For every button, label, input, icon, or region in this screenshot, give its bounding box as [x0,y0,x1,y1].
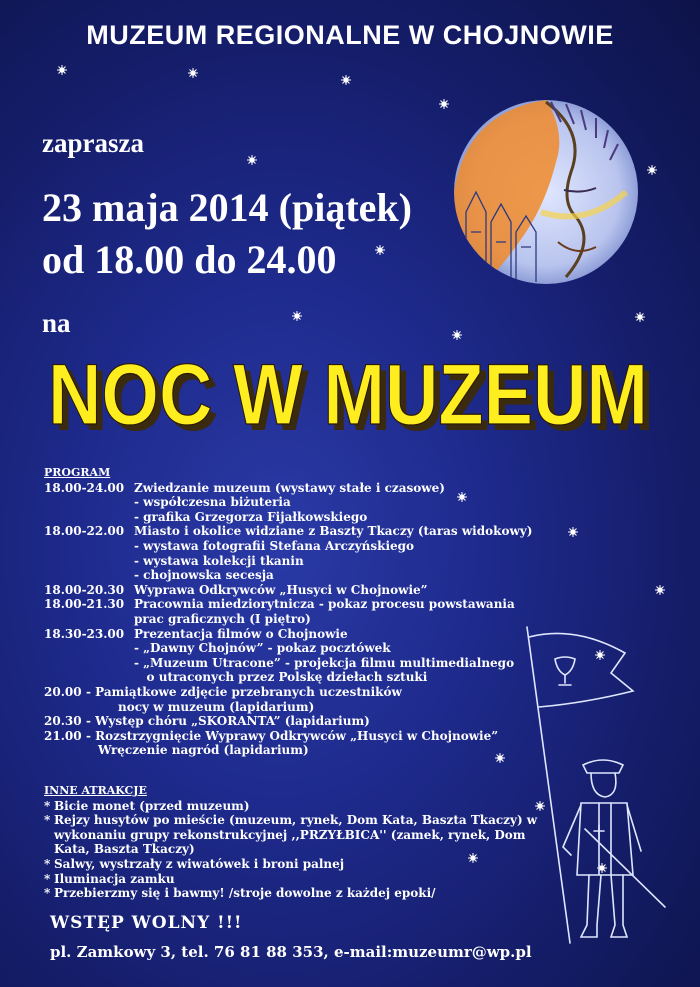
other-attractions-section [44,784,564,901]
bullet-marker: * [44,871,51,886]
program-time: 18.00-21.30 [44,597,125,612]
program-subitem: o utraconych przez Polskę dziełach sztuki [134,670,428,685]
star-icon [375,245,385,255]
star-icon [568,527,578,537]
program-title: - Występ chóru „SKORANTA” (lapidarium) [86,714,370,729]
star-icon [247,155,257,165]
program-time: 18.00-20.30 [44,582,125,597]
invite-text: zaprasza [42,128,144,158]
attraction-item [44,857,564,872]
bullet-marker: * [44,813,51,828]
program-time: 21.00 [44,728,82,743]
moon-face-illustration [446,92,646,292]
program-entry [44,583,544,598]
admission-text: WSTĘP WOLNY !!! [50,913,243,933]
event-title: NOC W MUZEUM [48,352,648,442]
event-date: 23 maja 2014 (piątek) [42,185,412,230]
attractions-list [44,799,564,901]
program-time: 18.00-24.00 [44,480,125,495]
star-icon [635,312,645,322]
program-list [44,481,544,758]
bullet-marker: * [44,856,51,871]
attraction-item [44,799,564,814]
program-section [44,466,544,758]
attraction-item [44,813,564,857]
program-subitem: nocy w muzeum (lapidarium) [118,699,315,714]
contact-info: pl. Zamkowy 3, tel. 76 81 88 353, e-mail:muzeumr@wp.pl [50,943,532,961]
program-entry [44,714,544,729]
program-subitem: - „Dawny Chojnów” - pokaz pocztówek [134,641,391,656]
program-time: 20.00 [44,684,82,699]
program-title: - Rozstrzygnięcie Wyprawy Odkrywców „Husyci w Chojnowie” [86,728,499,743]
on-text: na [42,308,71,338]
program-title: Prezentacja filmów o Chojnowie [134,626,348,641]
program-title: Wyprawa Odkrywców „Husyci w Chojnowie” [134,582,428,597]
program-subitem: prac graficznych (I piętro) [134,611,311,626]
attraction-text: Rejzy husytów po mieście (muzeum, rynek, Dom Kata, Baszta Tkaczy) w wykonaniu grupy rekonstrukcyjnej ,,PRZYŁBICA'' (zamek, rynek, Dom Kata, Baszta Tkaczy) [54,813,538,857]
star-icon [452,330,462,340]
program-title: Miasto i okolice widziane z Baszty Tkaczy (taras widokowy) [134,524,533,539]
program-entry [44,685,544,700]
program-subitem: - „Muzeum Utracone” - projekcja filmu multimedialnego [134,655,515,670]
program-subitem: - współczesna biżuteria [134,495,291,510]
program-entry [44,597,544,612]
program-entry [44,729,544,744]
bullet-marker: * [44,886,51,901]
program-time: 20.30 [44,714,82,729]
other-attractions-heading: INNE ATRAKCJE [44,784,147,797]
program-entry [44,481,544,496]
program-entry [44,627,544,642]
bullet-marker: * [44,798,51,813]
program-title: Pracownia miedziorytnicza - pokaz procesu powstawania [134,597,515,612]
event-title-graphic [35,352,665,442]
program-title: Zwiedzanie muzeum (wystawy stałe i czasowe) [134,480,445,495]
program-time: 18.00-22.00 [44,524,125,539]
attraction-item [44,886,564,901]
program-subitem: - wystawa fotografii Stefana Arczyńskiego [134,538,415,553]
program-time: 18.30-23.00 [44,626,125,641]
program-subitem: - wystawa kolekcji tkanin [134,553,304,568]
attraction-text: Iluminacja zamku [54,871,175,886]
event-hours: od 18.00 do 24.00 [42,237,337,282]
star-icon [188,68,198,78]
program-subitem: Wręczenie nagród (lapidarium) [98,743,309,758]
museum-name: MUZEUM REGIONALNE W CHOJNOWIE [86,20,614,50]
attraction-item [44,872,564,887]
star-icon [647,165,657,175]
attraction-text: Bicie monet (przed muzeum) [54,798,250,813]
program-title: - Pamiątkowe zdjęcie przebranych uczestników [86,684,402,699]
attraction-text: Salwy, wystrzały z wiwatówek i broni palnej [54,856,345,871]
attraction-text: Przebierzmy się i bawmy! /stroje dowolne z każdej epoki/ [54,886,436,901]
star-icon [292,311,302,321]
star-icon [655,585,665,595]
program-subitem: - grafika Grzegorza Fijałkowskiego [134,509,368,524]
program-entry [44,524,544,539]
program-heading: PROGRAM [44,466,111,479]
program-subitem: - chojnowska secesja [134,568,274,583]
star-icon [57,65,67,75]
event-title-shadow: NOC W MUZEUM [54,353,654,442]
star-icon [341,75,351,85]
